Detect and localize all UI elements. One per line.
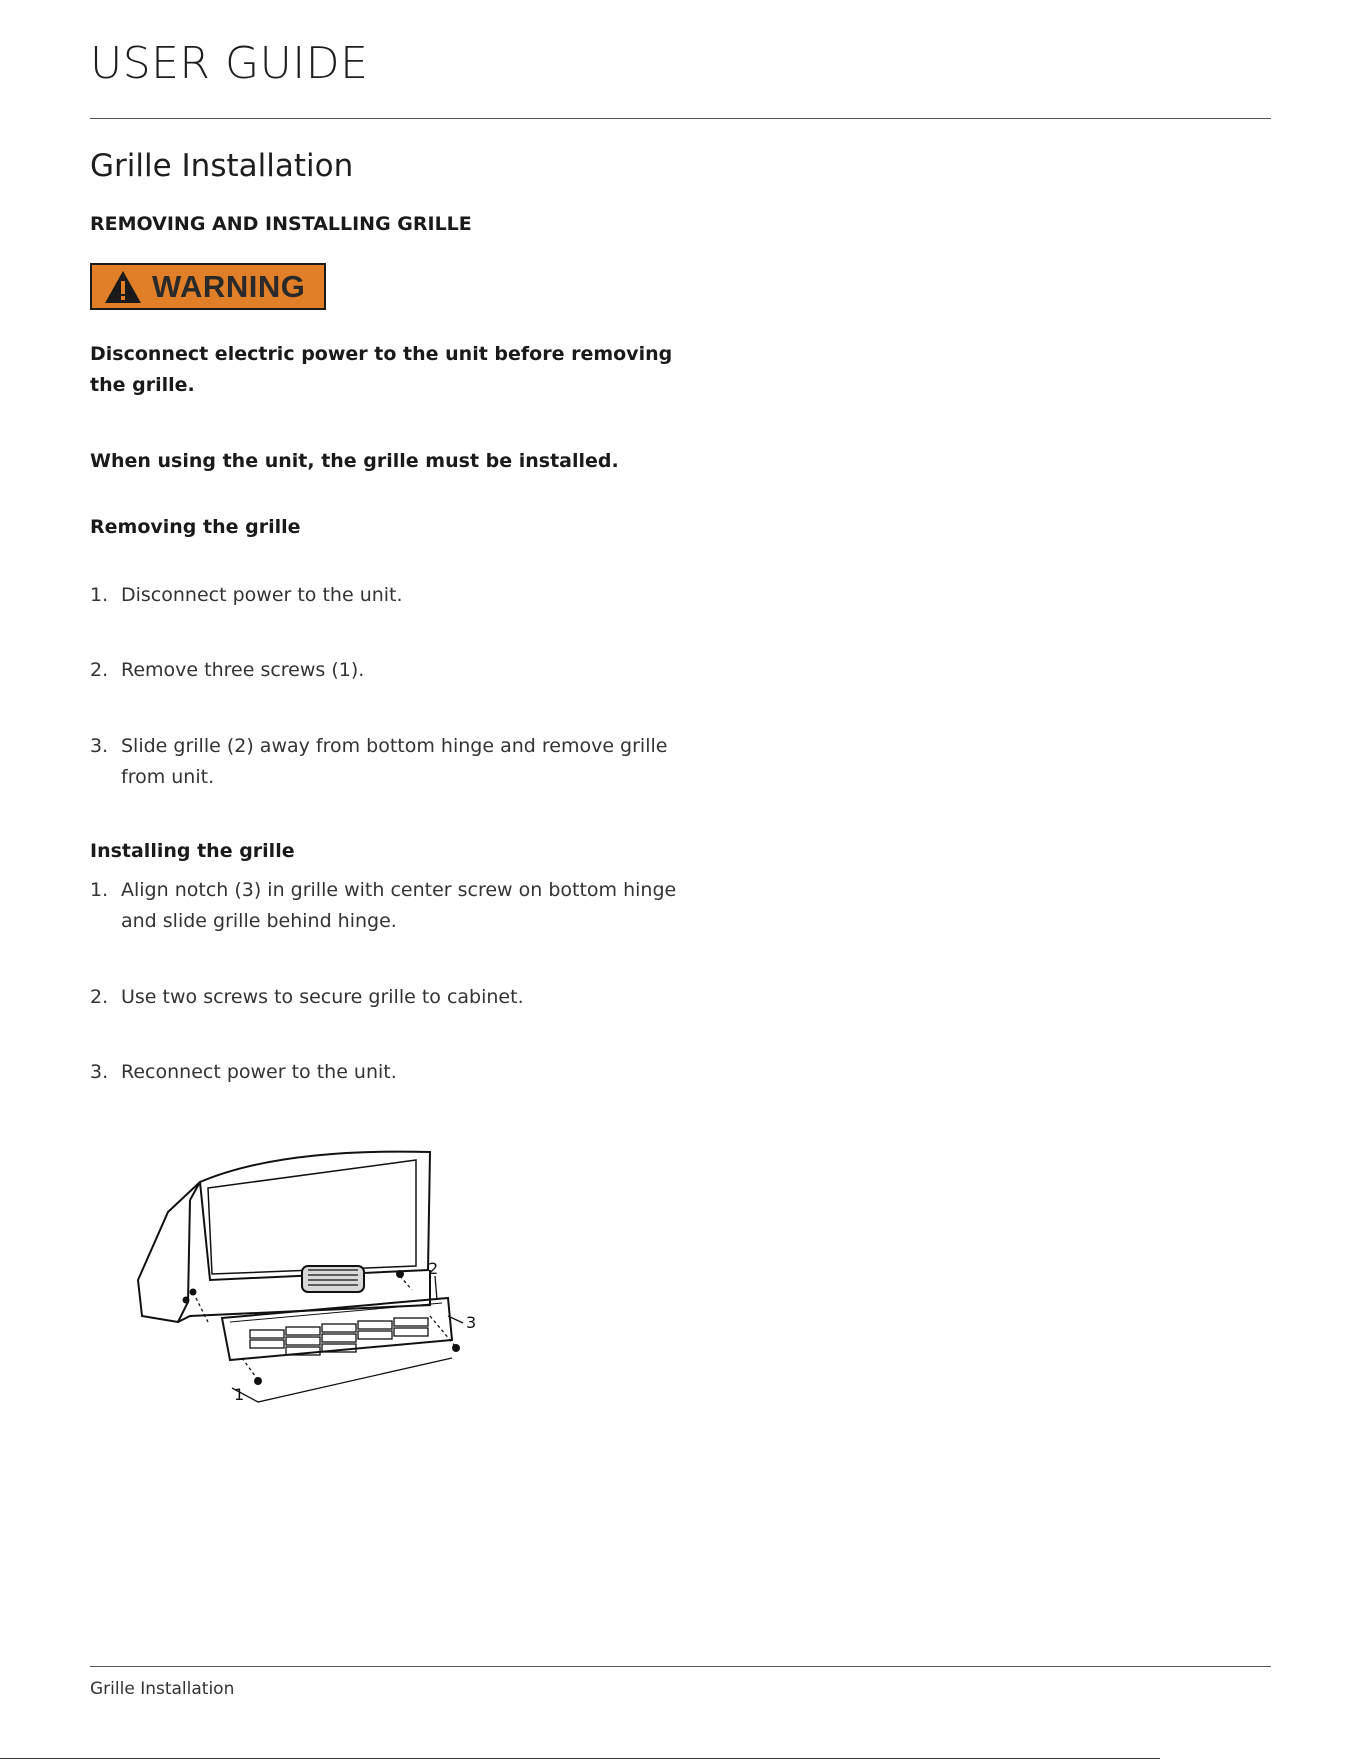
step-text: Disconnect power to the unit.: [121, 584, 403, 606]
header-divider: [90, 118, 1271, 119]
section-title: Grille Installation: [90, 148, 354, 184]
callout-2: 2: [428, 1259, 439, 1278]
removing-heading: Removing the grille: [90, 516, 301, 538]
warning-triangle-icon: [104, 270, 142, 304]
step-text: Use two screws to secure grille to cabinet.: [121, 986, 524, 1008]
removing-step: [90, 731, 710, 793]
installing-heading: Installing the grille: [90, 840, 295, 862]
step-text: Align notch (3) in grille with center screw on bottom hinge and slide grille behind hinge.: [121, 879, 677, 932]
section-subheading: REMOVING AND INSTALLING GRILLE: [90, 213, 472, 235]
step-number: 1.: [90, 879, 109, 901]
warning-text: WARNING: [152, 268, 306, 304]
page-bottom-rule: [0, 1758, 1160, 1759]
installing-step: [90, 1057, 710, 1088]
installed-notice: When using the unit, the grille must be installed.: [90, 450, 619, 472]
callout-3: 3: [466, 1313, 477, 1332]
step-text: Remove three screws (1).: [121, 659, 365, 681]
page-header-title: USER GUIDE: [90, 38, 369, 89]
grille-installation-figure: [130, 1140, 490, 1410]
installing-step: [90, 982, 710, 1013]
step-number: 1.: [90, 584, 109, 606]
step-number: 2.: [90, 659, 109, 681]
step-number: 3.: [90, 1061, 109, 1083]
installing-step: [90, 875, 710, 937]
step-number: 3.: [90, 735, 109, 757]
disconnect-notice: Disconnect electric power to the unit before removing the grille.: [90, 343, 673, 396]
callout-1: 1: [234, 1385, 245, 1404]
footer-divider: [90, 1666, 1271, 1667]
step-text: Slide grille (2) away from bottom hinge and remove grille from unit.: [121, 735, 668, 788]
removing-step: [90, 655, 710, 686]
step-number: 2.: [90, 986, 109, 1008]
step-text: Reconnect power to the unit.: [121, 1061, 397, 1083]
warning-label: [90, 263, 326, 310]
footer-text: Grille Installation: [90, 1679, 235, 1699]
removing-step: [90, 580, 710, 611]
